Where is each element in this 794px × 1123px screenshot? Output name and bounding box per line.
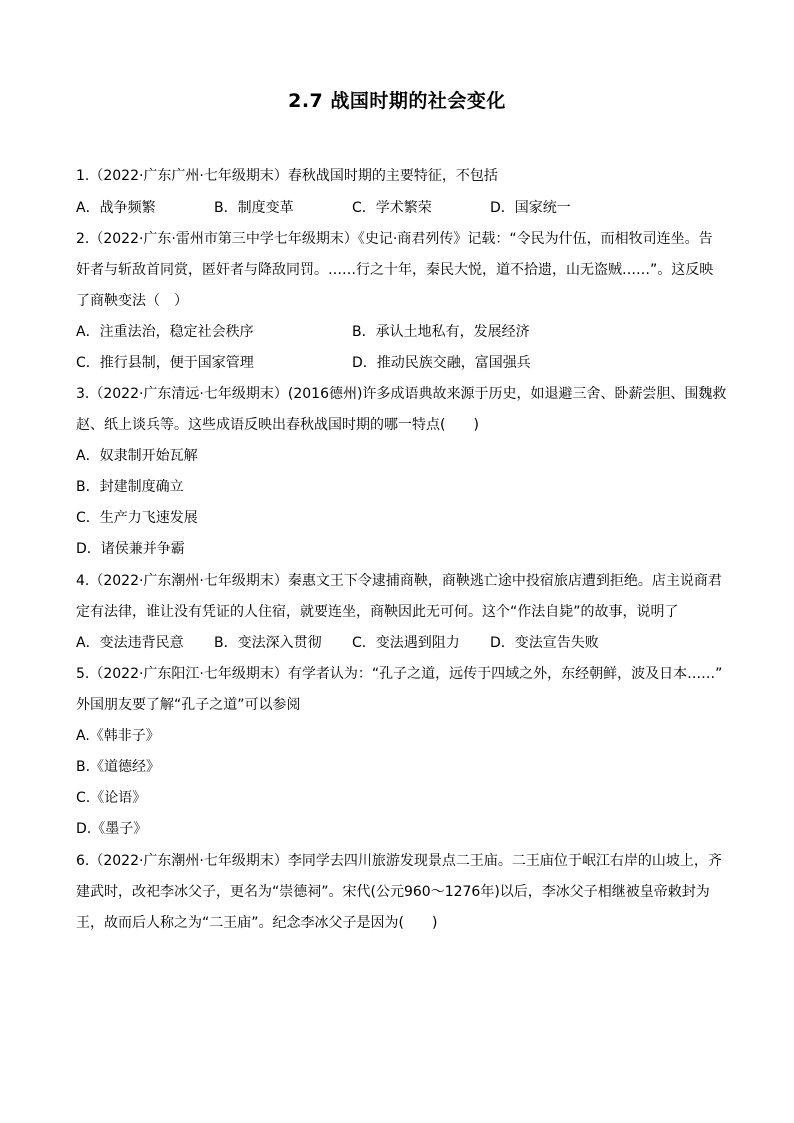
q5-stem-line-1: 5.（2022·广东阳江·七年级期末）有学者认为：“孔子之道，远传于四域之外，东经朝鲜，波及日本……” [76, 666, 723, 682]
q2-stem-line-1: 2.（2022·广东·雷州市第三中学七年级期末）《史记·商君列传》记载：“令民为什伍，而相牧司连坐。告 [76, 231, 713, 247]
q2-option-a[interactable]: A．注重法治，稳定社会秩序 [76, 324, 254, 340]
q3-option-d[interactable]: D．诸侯兼并争霸 [76, 541, 185, 557]
q5-option-b[interactable]: B.《道德经》 [76, 759, 161, 775]
q2-option-c[interactable]: C．推行县制，便于国家管理 [76, 355, 254, 371]
q3-option-b[interactable]: B．封建制度确立 [76, 479, 184, 495]
q5-option-c[interactable]: C.《论语》 [76, 790, 147, 806]
q3-stem-line-1: 3.（2022·广东清远·七年级期末）(2016德州)许多成语典故来源于历史，如退避三舍、卧薪尝胆、围魏救 [76, 386, 727, 402]
q1-stem-line-1: 1.（2022·广东广州·七年级期末）春秋战国时期的主要特征，不包括 [76, 168, 498, 184]
q1-options [76, 198, 726, 218]
q4-option-b[interactable]: B．变法深入贯彻 [214, 635, 322, 651]
q1-option-c[interactable]: C．学术繁荣 [352, 200, 432, 216]
q3-option-a[interactable]: A．奴隶制开始瓦解 [76, 448, 198, 464]
q1-option-d[interactable]: D．国家统一 [490, 200, 571, 216]
q5-option-d[interactable]: D.《墨子》 [76, 821, 148, 837]
q1-option-a[interactable]: A．战争频繁 [76, 200, 156, 216]
q4-option-c[interactable]: C．变法遇到阻力 [352, 635, 460, 651]
q4-option-d[interactable]: D．变法宣告失败 [490, 635, 599, 651]
q6-stem-line-3: 王，故而后人称之为“二王庙”。纪念李冰父子是因为( ) [76, 915, 438, 931]
q2-options-row-1 [76, 322, 726, 342]
q6-stem-line-1: 6.（2022·广东潮州·七年级期末）李同学去四川旅游发现景点二王庙。二王庙位于岷江右岸的山坡上，齐 [76, 853, 722, 869]
q3-option-c[interactable]: C．生产力飞速发展 [76, 510, 198, 526]
q6-stem-line-2: 建武时，改祀李冰父子，更名为“崇德祠”。宋代(公元960～1276年)以后，李冰父子相继被皇帝敕封为 [76, 884, 710, 900]
q4-stem-line-1: 4.（2022·广东潮州·七年级期末）秦惠文王下令逮捕商鞅，商鞅逃亡途中投宿旅店遭到拒绝。店主说商君 [76, 573, 722, 589]
q3-stem-line-2: 赵、纸上谈兵等。这些成语反映出春秋战国时期的哪一特点( ) [76, 417, 479, 433]
q2-option-b[interactable]: B．承认土地私有，发展经济 [352, 324, 530, 340]
q2-options-row-2 [76, 353, 726, 373]
q1-option-b[interactable]: B．制度变革 [214, 200, 294, 216]
document-title: 2.7 战国时期的社会变化 [288, 90, 506, 112]
q2-option-d[interactable]: D．推动民族交融，富国强兵 [352, 355, 531, 371]
q2-stem-line-3: 了商鞅变法（ ） [76, 293, 188, 309]
q4-stem-line-2: 定有法律，谁让没有凭证的人住宿，就要连坐，商鞅因此无可何。这个“作法自毙”的故事，说明了 [76, 604, 679, 620]
q5-stem-line-2: 外国朋友要了解“孔子之道”可以参阅 [76, 697, 301, 713]
q4-options [76, 633, 726, 653]
q2-stem-line-2: 奸者与斩敌首同赏，匿奸者与降敌同罚。……行之十年，秦民大悦，道不拾遗，山无盗贼……”。这反映 [76, 262, 714, 278]
q4-option-a[interactable]: A．变法违背民意 [76, 635, 184, 651]
q5-option-a[interactable]: A.《韩非子》 [76, 728, 160, 744]
